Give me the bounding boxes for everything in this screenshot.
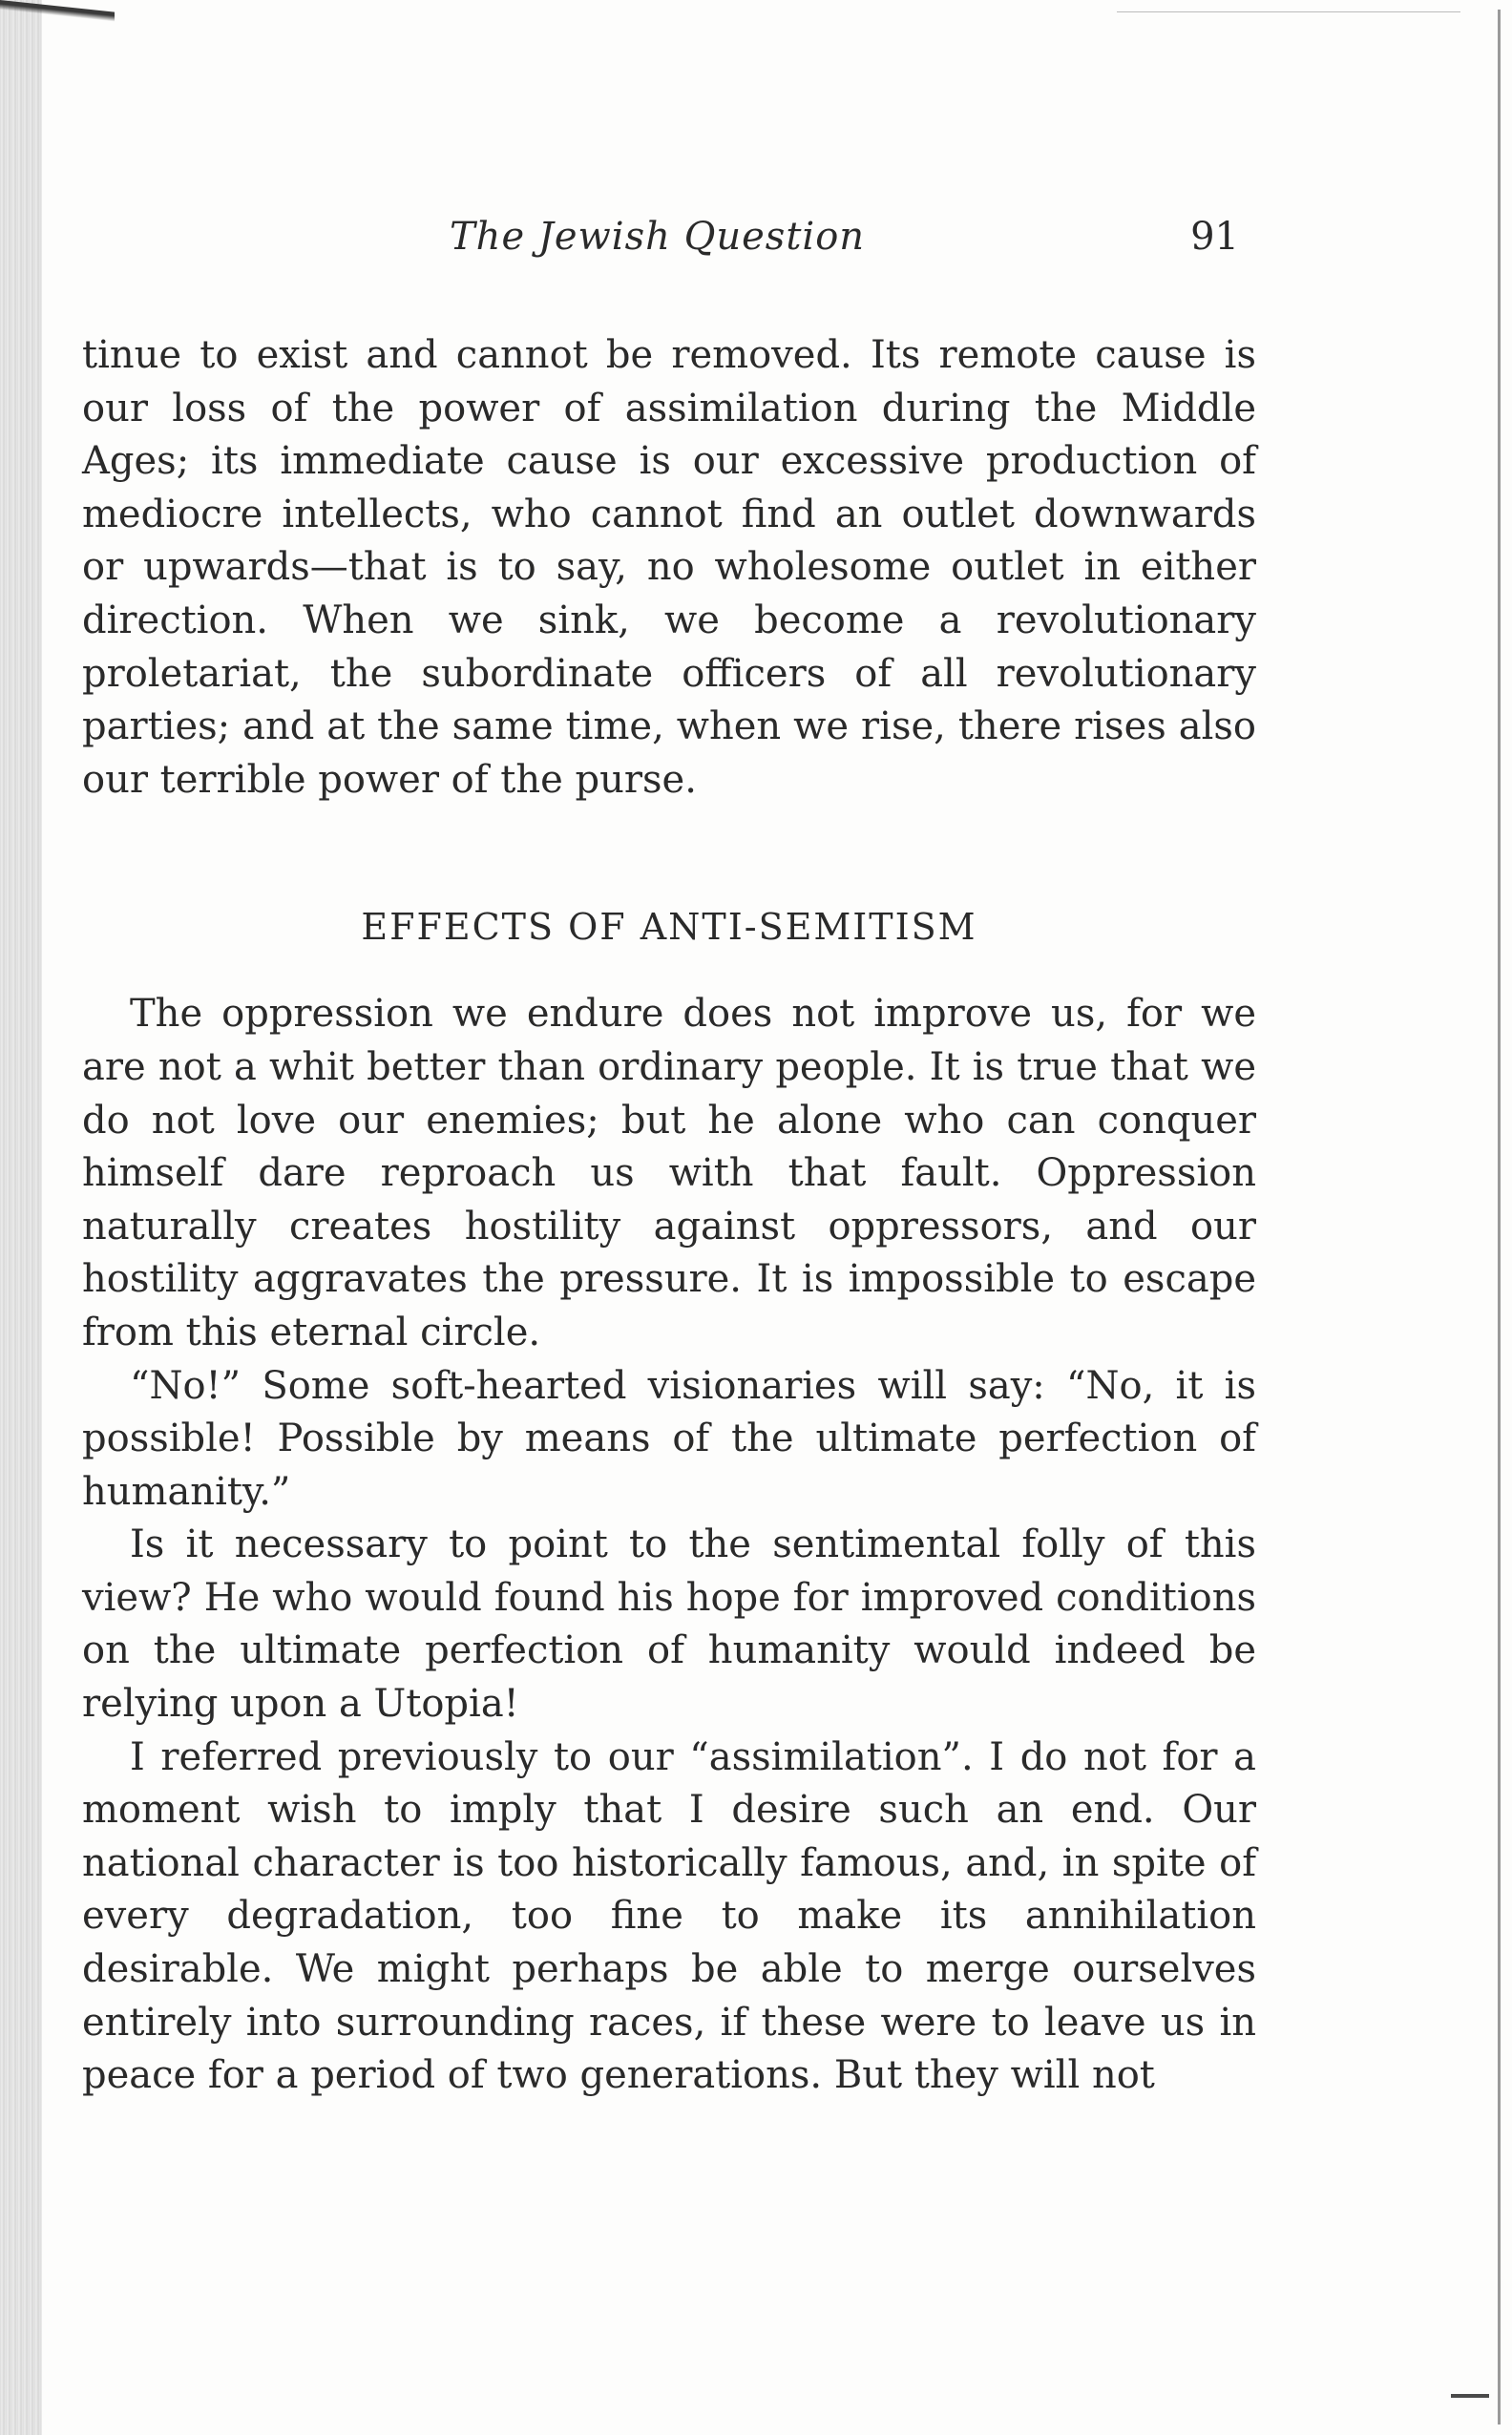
paragraph: Is it necessary to point to the sentimental folly of this view? He who would found his hope for improved conditions on the ultimate perfection of humanity would indeed be relying upon a Utopia! xyxy=(82,1522,1256,1727)
right-page-edge xyxy=(1498,10,1501,2425)
running-title: The Jewish Question xyxy=(450,215,866,259)
paragraph: “No!” Some soft-hearted visionaries will say: “No, it is possible! Possible by means of the ultimate perfection of humanity.” xyxy=(82,1363,1256,1514)
top-edge-rule xyxy=(1117,11,1460,12)
section-heading: EFFECTS OF ANTI-SEMITISM xyxy=(361,906,977,949)
bottom-corner-mark xyxy=(1451,2394,1489,2398)
opening-paragraph: tinue to exist and cannot be removed. Its remote cause is our loss of the power of assimilation during the Middle Ages; its immediate cause is our excessive production of mediocre intellects, who cannot find an outlet downwards or upwards—that is to say, no wholesome outlet in either direction. When we sink, we become a revolutionary proletariat, the subordinate officers of all revolutionary parties; and at the same time, when we rise, there rises also our terrible power of the purse. xyxy=(82,333,1256,802)
page-header xyxy=(82,215,1256,272)
paragraph: The oppression we endure does not improve us, for we are not a whit better than ordinary people. It is true that we do not love our enemies; but he alone who can conquer himself dare reproach us with that fault. Oppression naturally creates hostility against oppressors, and our hostility aggravates the pressure. It is impossible to escape from this eternal circle. xyxy=(82,992,1256,1354)
page-text xyxy=(82,329,1256,2103)
page-number: 91 xyxy=(1190,215,1239,259)
binding-gutter xyxy=(0,0,42,2435)
paragraph: I referred previously to our “assimilation”. I do not for a moment wish to imply that I desire such an end. Our national character is too historically famous, and, in spite of every degradation, too fine to make its annihilation desirable. We might perhaps be able to merge ourselves entirely into surrounding races, if these were to leave us in peace for a period of two generations. But they will not xyxy=(82,1734,1256,2098)
